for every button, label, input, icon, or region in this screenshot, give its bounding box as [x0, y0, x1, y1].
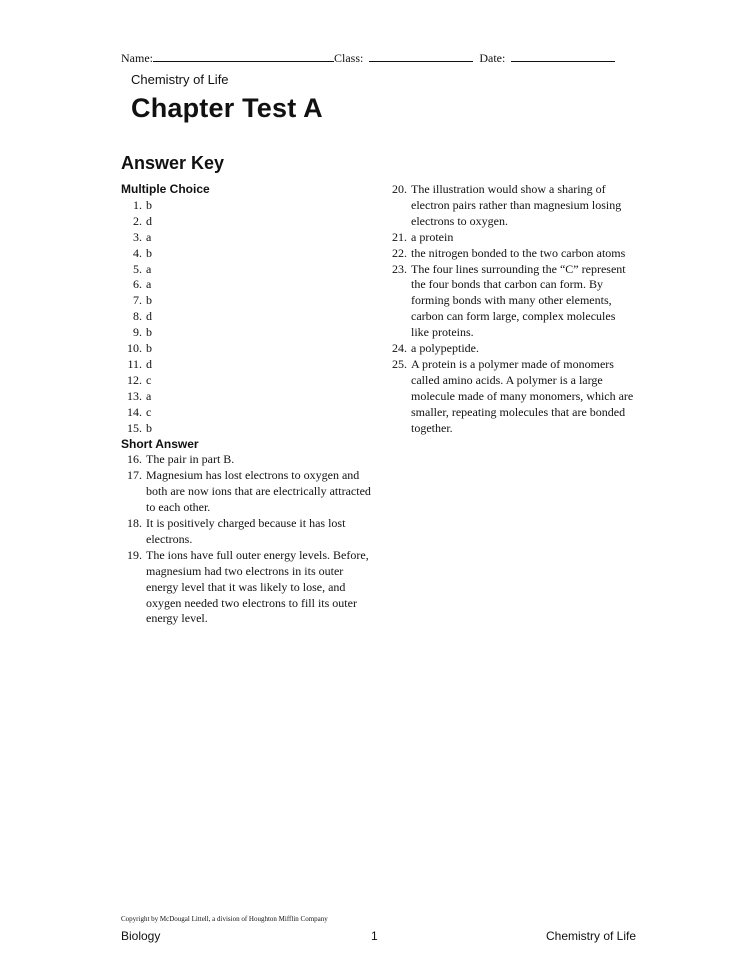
date-field[interactable] [511, 50, 615, 62]
answer-item [386, 182, 636, 230]
answer-key-heading: Answer Key [121, 153, 225, 173]
answer-number: 20. [392, 182, 407, 196]
answer-text: A protein is a polymer made of monomers called amino acids. A polymer is a large molecule made of many monomers, which are smaller, repeating molecules that are bonded together. [411, 356, 634, 435]
multiple-choice-heading: Multiple Choice [121, 182, 210, 196]
answer-text: a [146, 388, 152, 403]
answer-number: 21. [392, 229, 407, 244]
answer-item [121, 262, 371, 278]
answer-item [386, 357, 636, 437]
answer-number: 15. [127, 420, 142, 435]
answer-text: Magnesium has lost electrons to oxygen and both are now ions that are electrically attracted to each other. [146, 468, 371, 515]
answer-text: a [146, 261, 152, 276]
answer-item [121, 230, 371, 246]
answer-number: 8. [133, 309, 142, 324]
answer-number: 25. [392, 356, 407, 371]
answer-number: 3. [133, 229, 142, 244]
short-answer-list-left [121, 452, 371, 627]
answer-item [121, 325, 371, 341]
answer-item [386, 246, 636, 262]
page-number: 1 [371, 929, 378, 943]
answer-item [121, 405, 371, 421]
answer-item [121, 277, 371, 293]
answer-item [386, 262, 636, 342]
answer-number: 13. [127, 388, 142, 403]
answer-text: the nitrogen bonded to the two carbon atoms [411, 245, 626, 260]
answer-number: 4. [133, 245, 142, 260]
name-label: Name: [121, 51, 153, 65]
answer-number: 18. [127, 516, 142, 531]
answer-number: 17. [127, 468, 142, 483]
right-column [386, 182, 636, 437]
answer-number: 22. [392, 245, 407, 260]
answer-text: c [146, 372, 152, 387]
answer-item [121, 468, 371, 516]
answer-text: a [146, 229, 152, 244]
date-label: Date: [479, 51, 506, 65]
answer-text: d [146, 309, 152, 324]
answer-text: c [146, 404, 152, 419]
answer-number: 12. [127, 372, 142, 387]
left-column [121, 182, 371, 627]
answer-item [121, 373, 371, 389]
answer-text: The four lines surrounding the “C” represent the four bonds that carbon can form. By forming bonds with many other elements, carbon can form large, complex molecules like proteins. [411, 261, 626, 340]
class-field[interactable] [369, 50, 473, 62]
answer-item [386, 230, 636, 246]
short-answer-list-right [386, 182, 636, 437]
answer-number: 9. [133, 325, 142, 340]
footer-course: Biology [121, 929, 161, 943]
answer-item [121, 246, 371, 262]
answer-number: 10. [127, 341, 142, 356]
answer-item [121, 309, 371, 325]
subject-label: Chemistry of Life [131, 72, 229, 87]
answer-text: a [146, 277, 152, 292]
answer-item [121, 341, 371, 357]
answer-number: 24. [392, 341, 407, 356]
copyright-notice: Copyright by McDougal Littell, a division of Houghton Mifflin Company [121, 915, 328, 923]
answer-text: It is positively charged because it has lost electrons. [146, 516, 346, 546]
answer-item [121, 198, 371, 214]
answer-text: a protein [411, 229, 454, 244]
answer-item [121, 389, 371, 405]
answer-text: b [146, 245, 152, 260]
answer-number: 1. [133, 197, 142, 212]
page-title: Chapter Test A [131, 93, 323, 123]
answer-item [121, 516, 371, 548]
answer-text: The illustration would show a sharing of electron pairs rather than magnesium losing electrons to oxygen. [411, 182, 622, 228]
answer-number: 14. [127, 404, 142, 419]
answer-number: 19. [127, 547, 142, 562]
answer-number: 7. [133, 293, 142, 308]
answer-text: d [146, 213, 152, 228]
answer-text: The ions have full outer energy levels. Before, magnesium had two electrons in its outer energy level that it was likely to lose, and oxygen needed two electrons to fill its outer energy level. [146, 547, 369, 626]
answer-item [386, 341, 636, 357]
answer-number: 5. [133, 261, 142, 276]
answer-item [121, 293, 371, 309]
multiple-choice-list [121, 198, 371, 437]
answer-item [121, 357, 371, 373]
answer-text: b [146, 420, 152, 435]
answer-item [121, 548, 371, 628]
answer-text: b [146, 341, 152, 356]
answer-item [121, 421, 371, 437]
answer-item [121, 452, 371, 468]
short-answer-heading: Short Answer [121, 436, 199, 451]
name-field[interactable] [153, 50, 334, 62]
answer-text: d [146, 356, 152, 371]
answer-number: 6. [133, 277, 142, 292]
answer-number: 16. [127, 452, 142, 467]
footer-chapter: Chemistry of Life [546, 929, 637, 943]
header-line [121, 50, 615, 66]
class-label: Class: [334, 51, 364, 65]
answer-item [121, 214, 371, 230]
answer-text: The pair in part B. [146, 452, 235, 467]
answer-text: b [146, 293, 152, 308]
answer-number: 2. [133, 213, 142, 228]
answer-text: b [146, 197, 152, 212]
answer-number: 23. [392, 261, 407, 276]
answer-number: 11. [127, 356, 142, 371]
answer-text: a polypeptide. [411, 341, 479, 356]
answer-text: b [146, 325, 152, 340]
